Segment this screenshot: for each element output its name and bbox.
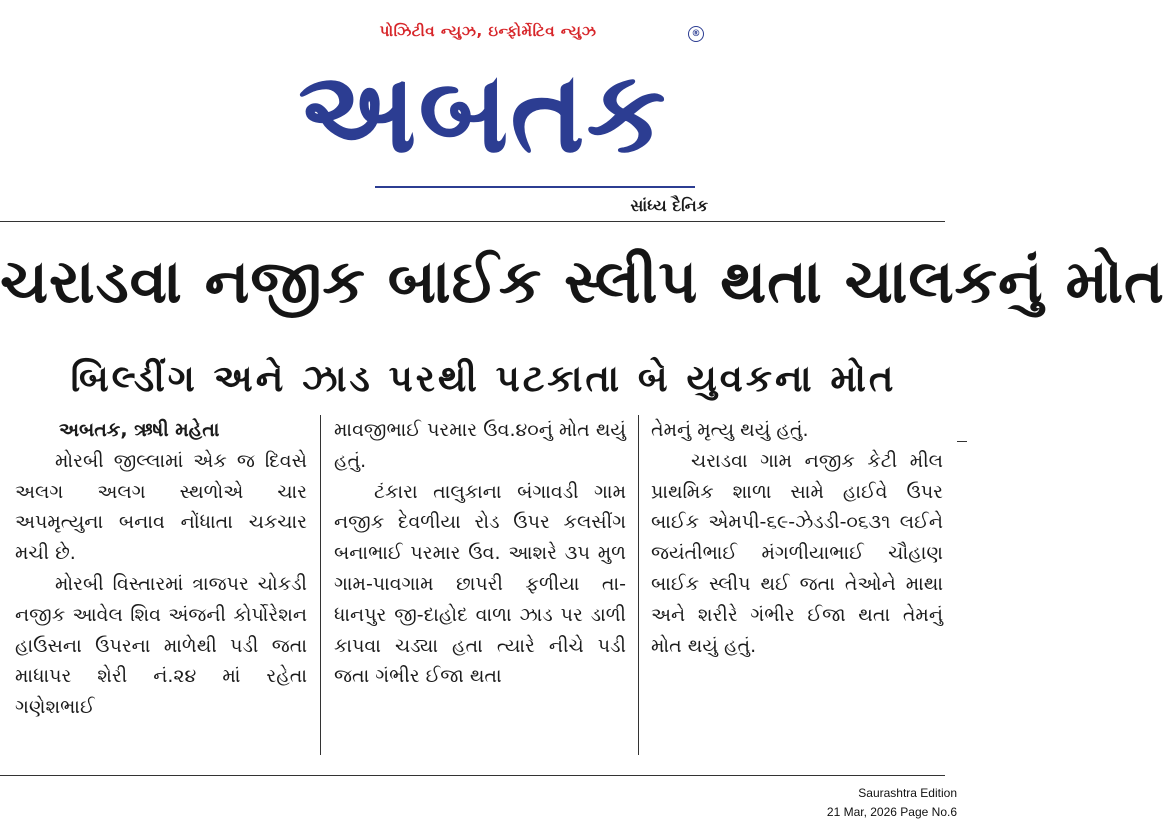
article-headline: ચરાડવા નજીક બાઈક સ્લીપ થતા ચાલકનું મોત [0,247,1165,317]
edition-footer [827,784,957,822]
edition-date-page: 21 Mar, 2026 Page No.6 [826,805,957,819]
article-byline: અબતક, ઋષી મહેતા [59,419,220,441]
article-subheadline: બિલ્ડીંગ અને ઝાડ પરથી પટકાતા બે યુવકના મોત [70,357,897,400]
margin-tick [957,441,967,442]
newspaper-logo: અબતક [298,48,668,178]
article-column-3 [651,415,943,661]
article-paragraph: ટંકારા તાલુકાના બંગાવડી ગામ નજીક દેવળીયા રોડ ઉપર કલસીંગ બનાભાઈ પરમાર ઉવ. આશરે ૩૫ મુળ ગામ-પાવગામ છાપરી ફળીયા તા-ધાનપુર જી-દાહોદ વાળા ઝાડ પર ડાળી કાપવા ચડ્યા હતા ત્યારે નીચે પડી જતા ગંભીર ઈજા થતા [334,480,626,688]
article-paragraph: મોરબી વિસ્તારમાં ત્રાજપર ચોકડી નજીક આવેલ શિવ અંજની કોર્પોરેશન હાઉસના ઉપરના માળેથી પડી જતા માધાપર શેરી નં.૨૪ માં રહેતા ગણેશભાઈ [15,572,307,719]
masthead-tagline: પોઝિટીવ ન્યુઝ, ઇન્ફોર્મેટિવ ન્યુઝ [379,22,597,40]
top-divider [0,221,945,222]
masthead-subtitle: સાંધ્ય દૈનિક [630,196,708,215]
article-paragraph: માવજીભાઈ પરમાર ઉવ.૪૦નું મોત થયું હતું. [334,419,626,472]
column-divider [320,415,321,755]
registered-mark: ® [688,26,704,42]
article-paragraph: મોરબી જીલ્લામાં એક જ દિવસે અલગ અલગ સ્થળોએ ચાર અપમૃત્યુના બનાવ નોંધાતા ચકચાર મચી છે. [15,449,307,565]
article-paragraph: તેમનું મૃત્યુ થયું હતું. [651,419,809,441]
masthead [258,20,708,215]
bottom-divider [0,775,945,776]
article-column-1 [15,415,307,723]
article-column-2 [334,415,626,692]
edition-name: Saurashtra Edition [858,786,957,800]
column-divider [638,415,639,755]
article-paragraph: ચરાડવા ગામ નજીક કેટી મીલ પ્રાથમિક શાળા સામે હાઈવે ઉપર બાઈક એમપી-૬૯-ઝેડડી-૦૬૩૧ લઈને જયંતીભાઈ મંગળીયાભાઈ ચૌહાણ બાઈક સ્લીપ થઈ જતા તેઓને માથા અને શરીરે ગંભીર ઈજા થતા તેમનું મોત થયું હતું. [651,449,943,657]
logo-underline [375,186,695,188]
